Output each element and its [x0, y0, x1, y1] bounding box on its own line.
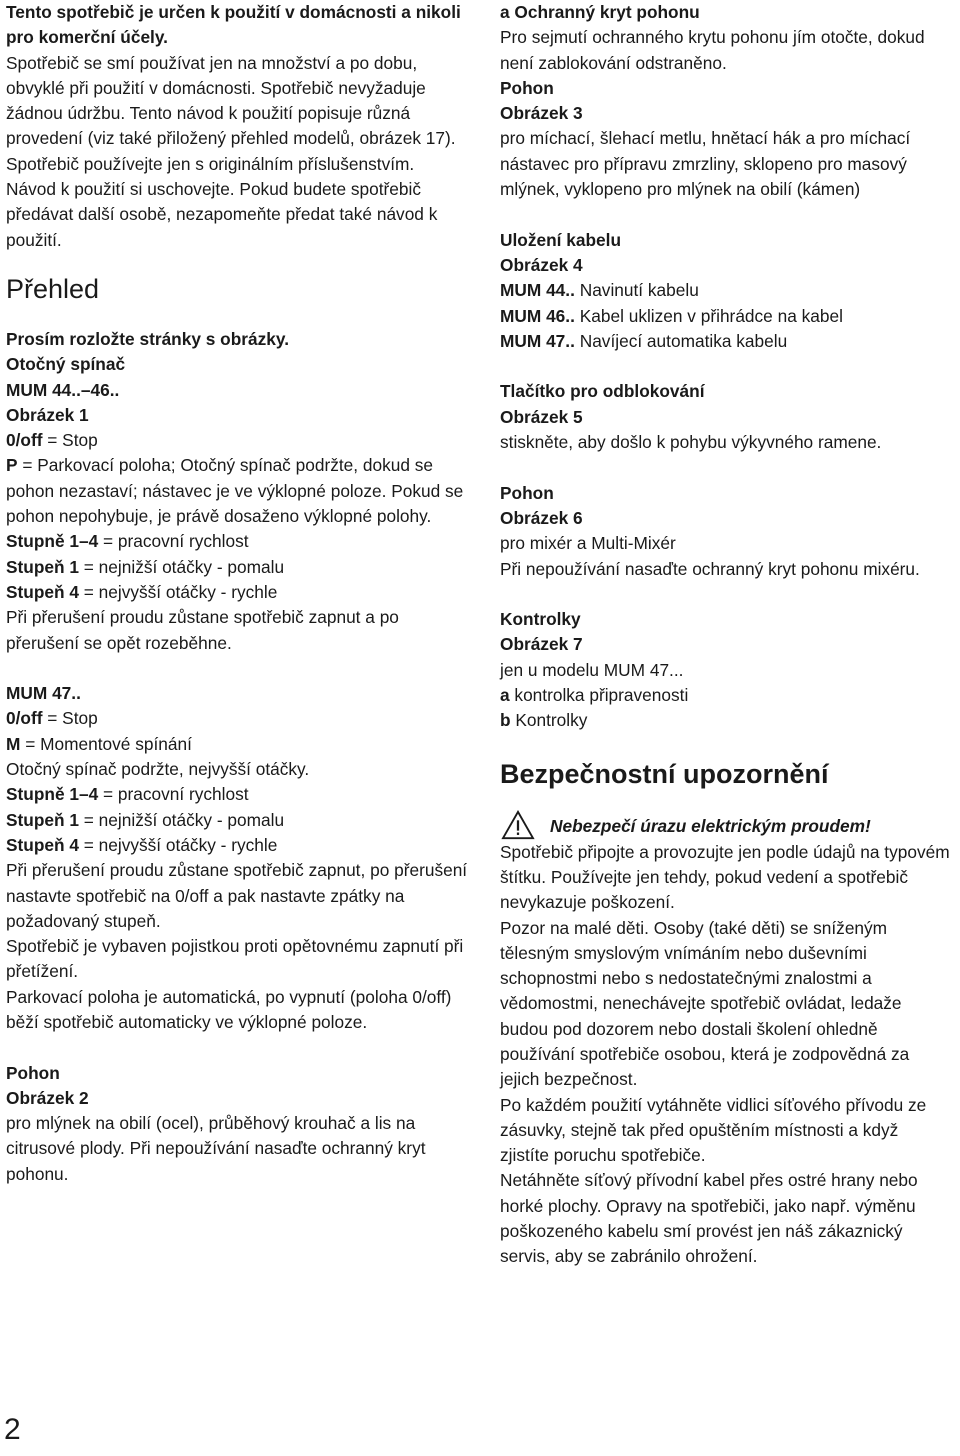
text-line: Pro sejmutí ochranného krytu pohonu jím otočte, dokud není zablokování odstraněno.	[500, 27, 925, 73]
text-line: jen u modelu MUM 47...	[500, 659, 684, 680]
text-line: Otočný spínač	[6, 354, 126, 375]
text-line: MUM 44..–46..	[6, 379, 120, 400]
text-line: Stupně 1–4 = pracovní rychlost	[6, 531, 249, 552]
text-line: MUM 47.. Navíjecí automatika kabelu	[500, 330, 788, 351]
warning-line	[500, 810, 952, 840]
text-line: Stupeň 4 = nejvyšší otáčky - rychle	[6, 581, 278, 602]
rotary-switch-section	[6, 327, 468, 656]
unlock-button-section	[500, 379, 952, 455]
safety-paragraph: Po každém použití vytáhněte vidlici síťového přívodu ze zásuvky, stejně tak před opuštěním místnosti a když zjistíte poruchu spotřebiče.	[500, 1094, 927, 1166]
text-line: MUM 47..	[6, 683, 81, 704]
intro-text: Spotřebič se smí používat jen na množství a po dobu, obvyklé při použití v domácnosti. Spotřebič nevyžaduje žádnou údržbu. Tento návod k použití popisuje různá provedení (viz také přiložený přehled modelů, obrázek 17). Spotřebič používejte jen s originálním příslušenstvím. Návod k použití si uschovejte. Pokud budete spotřebič předávat další osobě, nezapomeňte předat také návod k použití.	[6, 52, 456, 250]
text-line: Prosím rozložte stránky s obrázky.	[6, 328, 289, 349]
drive-figure6-section	[500, 481, 952, 582]
overview-heading: Přehled	[6, 273, 100, 304]
text-line: P = Parkovací poloha; Otočný spínač podržte, dokud se pohon nezastaví; nástavec je ve výklopné poloze. Pokud se pohon nepohybuje, je právě dosaženo výklopné polohy.	[6, 455, 464, 527]
text-line: pro mixér a Multi-Mixér	[500, 533, 676, 554]
intro-section	[6, 0, 468, 253]
text-line: Obrázek 4	[500, 254, 583, 275]
safety-paragraph: Spotřebič připojte a provozujte jen podle údajů na typovém štítku. Používejte jen tehdy, pokud vedení a spotřebič nevykazuje poškození.	[500, 841, 950, 913]
left-column	[6, 0, 468, 1187]
drive-cover-section	[500, 0, 952, 202]
safety-paragraph: Pozor na malé děti. Osoby (také děti) se sníženým tělesným smyslovým vnímáním nebo duševními schopnostmi nebo s nedostatečnými znalostmi a vědomostmi, nenechávejte spotřebič ovládat, ledaže budou pod dozorem nebo dostali školení ohledně používání spotřebiče osobou, která je zodpovědná za jejich bezpečnost.	[500, 917, 910, 1090]
text-line: Stupeň 4 = nejvyšší otáčky - rychle	[6, 834, 278, 855]
text-line: Obrázek 5	[500, 406, 583, 427]
text-line: Pohon	[6, 1062, 60, 1083]
text-line: MUM 46.. Kabel uklizen v přihrádce na kabel	[500, 305, 843, 326]
text-line: b Kontrolky	[500, 710, 588, 731]
text-line: Kontrolky	[500, 609, 581, 630]
text-line: Uložení kabelu	[500, 229, 621, 250]
indicator-lights-section	[500, 607, 952, 733]
safety-paragraph: Netáhněte síťový přívodní kabel přes ostré hrany nebo horké plochy. Opravy na spotřebiči, jako např. výměnu poškozeného kabelu smí provést jen náš zákaznický servis, aby se zabránilo ohrožení.	[500, 1170, 918, 1267]
text-line: Obrázek 1	[6, 404, 89, 425]
text-line: stiskněte, aby došlo k pohybu výkyvného ramene.	[500, 432, 882, 453]
text-line: Obrázek 2	[6, 1087, 89, 1108]
text-line: Spotřebič je vybaven pojistkou proti opětovnému zapnutí při přetížení.	[6, 936, 464, 982]
text-line: 0/off = Stop	[6, 708, 98, 729]
text-line: Obrázek 7	[500, 634, 583, 655]
text-line: pro míchací, šlehací metlu, hnětací hák a pro míchací nástavec pro přípravu zmrzliny, sklopeno pro masový mlýnek, vyklopeno pro mlýnek na obilí (kámen)	[500, 128, 911, 200]
text-line: Při přerušení proudu zůstane spotřebič zapnut a po přerušení se opět rozeběhne.	[6, 607, 399, 653]
text-line: Pohon	[500, 482, 554, 503]
text-line: MUM 44.. Navinutí kabelu	[500, 280, 699, 301]
safety-text	[500, 840, 952, 1270]
text-line: Obrázek 3	[500, 103, 583, 124]
text-line: 0/off = Stop	[6, 430, 98, 451]
warning-title: Nebezpečí úrazu elektrickým proudem!	[550, 816, 871, 837]
text-line: Stupeň 1 = nejnižší otáčky - pomalu	[6, 556, 285, 577]
text-line: Otočný spínač podržte, nejvyšší otáčky.	[6, 759, 310, 780]
text-line: M = Momentové spínání	[6, 733, 192, 754]
text-line: Obrázek 6	[500, 507, 583, 528]
text-line: Při nepoužívání nasaďte ochranný kryt pohonu mixéru.	[500, 558, 920, 579]
right-column	[500, 0, 952, 1270]
cable-storage-section	[500, 228, 952, 354]
text-line: pro mlýnek na obilí (ocel), průběhový krouhač a lis na citrusové plody. Při nepoužívání nasaďte ochranný kryt pohonu.	[6, 1113, 426, 1184]
intro-purpose: Tento spotřebič je určen k použití v domácnosti a nikoli pro komerční účely.	[6, 2, 461, 48]
safety-heading: Bezpečnostní upozornění	[500, 758, 829, 789]
text-line: a kontrolka připravenosti	[500, 685, 689, 706]
text-line: a Ochranný kryt pohonu	[500, 2, 700, 22]
text-line: Při přerušení proudu zůstane spotřebič zapnut, po přerušení nastavte spotřebič na 0/off a pak nastavte zpátky na požadovaný stupeň.	[6, 860, 468, 931]
warning-triangle-icon	[500, 810, 536, 840]
text-line: Stupně 1–4 = pracovní rychlost	[6, 784, 249, 805]
text-line: Tlačítko pro odblokování	[500, 381, 705, 402]
drive-figure2-section	[6, 1061, 468, 1187]
mum47-section	[6, 681, 468, 1035]
text-line: Pohon	[500, 77, 554, 98]
page-number: 2	[4, 1413, 21, 1446]
text-line: Parkovací poloha je automatická, po vypnutí (poloha 0/off) běží spotřebič automaticky ve výklopné poloze.	[6, 986, 452, 1032]
text-line: Stupeň 1 = nejnižší otáčky - pomalu	[6, 809, 285, 830]
